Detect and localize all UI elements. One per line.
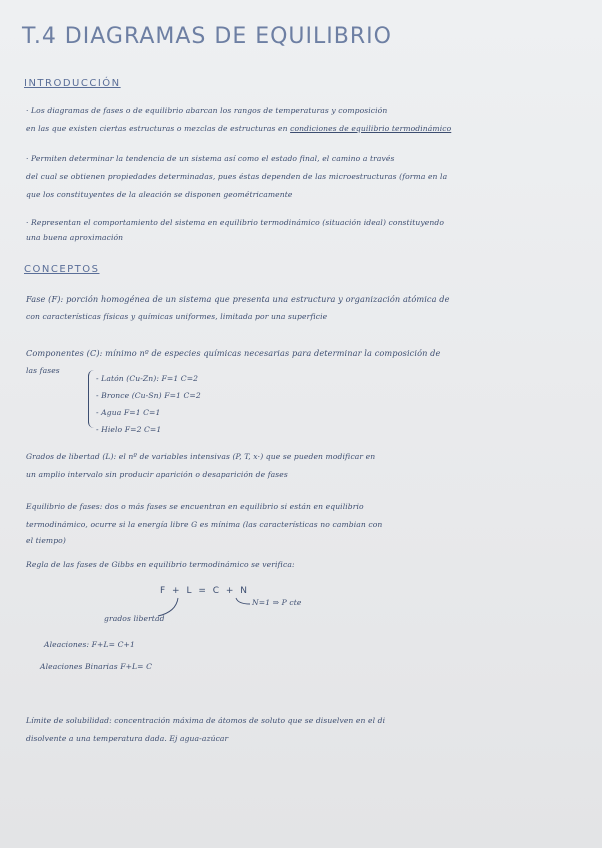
- gibbs-grados-label: grados libertad: [104, 614, 165, 623]
- page-title: T.4 DIAGRAMAS DE EQUILIBRIO: [22, 24, 392, 49]
- componentes-item: - Agua F=1 C=1: [96, 408, 161, 417]
- intro-heading: INTRODUCCIÓN: [24, 78, 121, 89]
- concepts-heading: CONCEPTOS: [24, 264, 100, 275]
- aleaciones-line: Aleaciones: F+L= C+1: [44, 640, 135, 649]
- grados-line-1: Grados de libertad (L): el nº de variables intensivas (P, T, x·) que se pueden modificar en: [26, 452, 376, 461]
- intro-highlight: condiciones de equilibrio termodinámico: [290, 124, 452, 133]
- intro-paragraph-2-line-3: que los constituyentes de la aleación se disponen geométricamente: [26, 190, 293, 199]
- gibbs-line: Regla de las fases de Gibbs en equilibrio termodinámico se verifica:: [26, 560, 295, 569]
- intro-paragraph-1-line-2-text: en las que existen ciertas estructuras o mezclas de estructuras en: [26, 124, 291, 133]
- intro-paragraph-3-line-1: · Representan el comportamiento del sistema en equilibrio termodinámico (situación ideal) constituyendo: [26, 218, 444, 227]
- componentes-item: - Latón (Cu-Zn): F=1 C=2: [96, 374, 199, 383]
- intro-paragraph-3-line-2: una buena aproximación: [26, 233, 124, 242]
- grados-line-2: un amplio intervalo sin producir aparición o desaparición de fases: [26, 470, 288, 479]
- intro-paragraph-2-line-1: · Permiten determinar la tendencia de un sistema así como el estado final, el camino a través: [26, 154, 395, 163]
- componentes-line-1: Componentes (C): mínimo nº de especies químicas necesarias para determinar la composición de: [26, 348, 441, 358]
- gibbs-n-note: N=1 ⇒ P cte: [252, 598, 302, 607]
- equilibrio-line-2: termodinámico, ocurre si la energía libre G es mínima (las características no cambian con: [26, 520, 383, 529]
- intro-paragraph-2-line-2: del cual se obtienen propiedades determinadas, pues éstas dependen de las microestructuras (forma en la: [26, 172, 448, 181]
- fase-line-2: con características físicas y químicas uniformes, limitada por una superficie: [26, 312, 328, 321]
- componentes-item: - Hielo F=2 C=1: [96, 425, 162, 434]
- componentes-item: - Bronce (Cu-Sn) F=1 C=2: [96, 391, 201, 400]
- limite-line-1: Límite de solubilidad: concentración máxima de átomos de soluto que se disuelven en el di: [26, 716, 386, 725]
- aleaciones-binarias-line: Aleaciones Binarias F+L= C: [40, 662, 153, 671]
- limite-line-2: disolvente a una temperatura dada. Ej agua-azúcar: [26, 734, 229, 743]
- gibbs-formula: F + L = C + N: [160, 586, 249, 596]
- equilibrio-line-1: Equilibrio de fases: dos o más fases se encuentran en equilibrio si están en equilibrio: [26, 502, 364, 511]
- componentes-line-2: las fases: [26, 366, 60, 375]
- equilibrio-line-3: el tiempo): [26, 536, 66, 545]
- intro-paragraph-1-line-1: · Los diagramas de fases o de equilibrio abarcan los rangos de temperaturas y composición: [26, 106, 388, 115]
- fase-line-1: Fase (F): porción homogénea de un sistema que presenta una estructura y organización atómica de: [26, 294, 450, 304]
